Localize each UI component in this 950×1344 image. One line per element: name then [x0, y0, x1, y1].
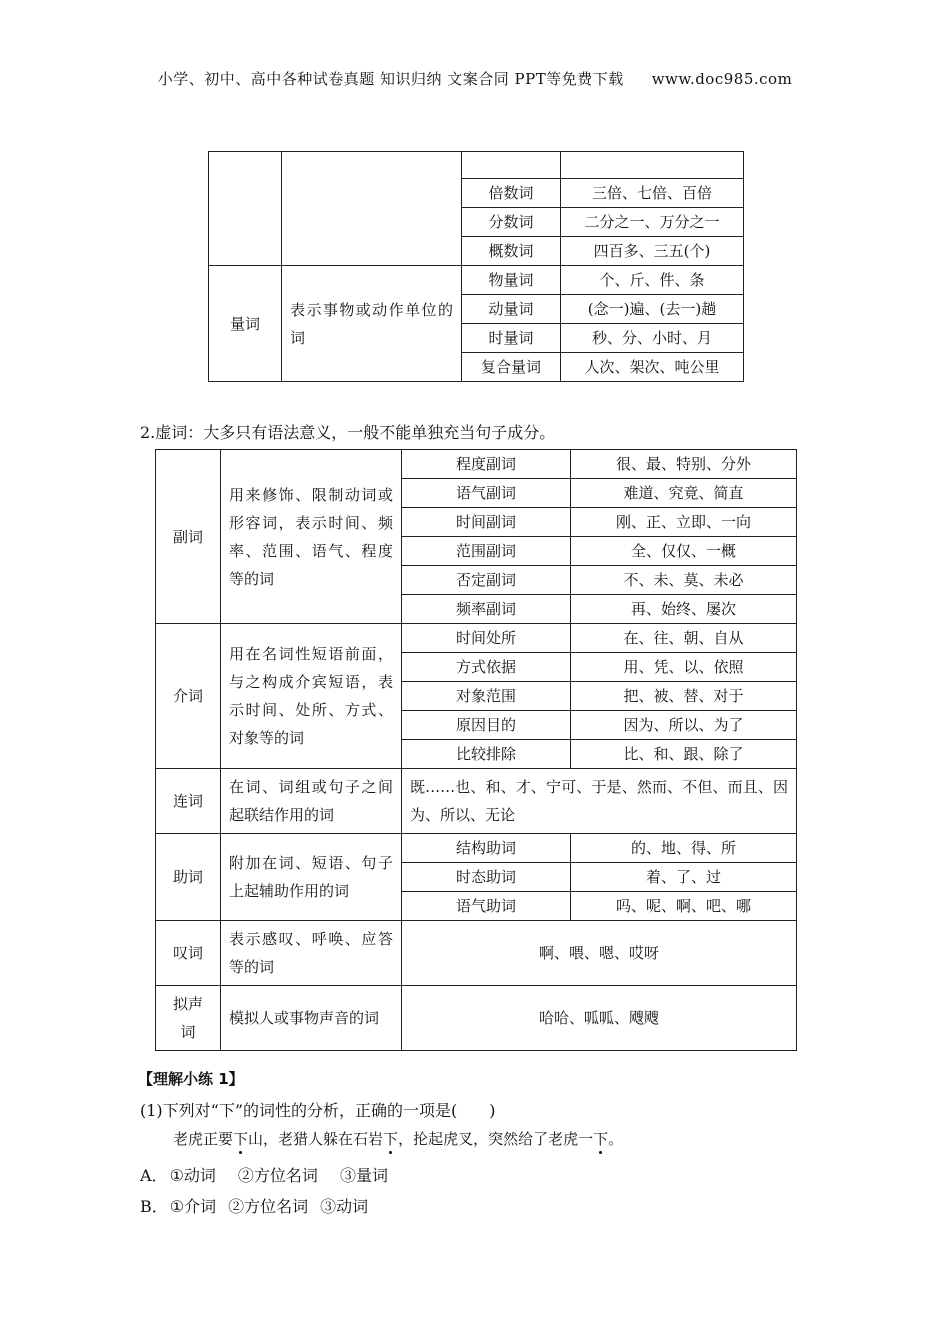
subcategory-cell: 时间处所 — [402, 624, 571, 653]
example-cell: 全、仅仅、一概 — [571, 537, 797, 566]
example-cell: 个、斤、件、条 — [561, 266, 744, 295]
page-header — [0, 68, 950, 89]
example-cell: 人次、架次、吨公里 — [561, 353, 744, 382]
table-row — [156, 769, 797, 834]
subcategory-cell: 频率副词 — [402, 595, 571, 624]
subcategory-cell: 倍数词 — [462, 179, 561, 208]
example-cell: 再、始终、屡次 — [571, 595, 797, 624]
emphasized-char: 下 — [233, 1130, 249, 1148]
subcategory-cell: 概数词 — [462, 237, 561, 266]
subcategory-cell: 范围副词 — [402, 537, 571, 566]
example-cell: 因为、所以、为了 — [571, 711, 797, 740]
header-url: www.doc985.com — [651, 70, 793, 88]
table-row — [209, 152, 744, 179]
subcategory-cell: 否定副词 — [402, 566, 571, 595]
category-cell: 叹词 — [156, 921, 221, 986]
table-row — [156, 921, 797, 986]
example-cell: 难道、究竟、简直 — [571, 479, 797, 508]
subcategory-cell: 时间副词 — [402, 508, 571, 537]
description-cell: 模拟人或事物声音的词 — [221, 986, 402, 1051]
subcategory-cell: 时态助词 — [402, 863, 571, 892]
example-cell: 三倍、七倍、百倍 — [561, 179, 744, 208]
example-cell: 很、最、特别、分外 — [571, 450, 797, 479]
category-cell: 拟声词 — [156, 986, 221, 1051]
description-cell: 表示感叹、呼唤、应答等的词 — [221, 921, 402, 986]
subcategory-cell: 分数词 — [462, 208, 561, 237]
subcategory-cell: 物量词 — [462, 266, 561, 295]
category-cell: 介词 — [156, 624, 221, 769]
notional-words-table — [208, 151, 744, 382]
example-cell: 二分之一、万分之一 — [561, 208, 744, 237]
subcategory-cell: 比较排除 — [402, 740, 571, 769]
example-cell: 在、往、朝、自从 — [571, 624, 797, 653]
example-cell: 比、和、跟、除了 — [571, 740, 797, 769]
example-cell: 把、被、替、对于 — [571, 682, 797, 711]
description-cell: 在词、词组或句子之间起联结作用的词 — [221, 769, 402, 834]
exercise-title: 【理解小练 1】 — [138, 1070, 244, 1088]
table-row — [156, 834, 797, 863]
example-cell: 着、了、过 — [571, 863, 797, 892]
subcategory-cell: 对象范围 — [402, 682, 571, 711]
header-text: 小学、初中、高中各种试卷真题 知识归纳 文案合同 PPT等免费下载 — [157, 70, 624, 88]
example-cell: 既……也、和、才、宁可、于是、然而、不但、而且、因为、所以、无论 — [402, 769, 797, 834]
subcategory-cell: 时量词 — [462, 324, 561, 353]
example-cell: 用、凭、以、依照 — [571, 653, 797, 682]
example-cell: 不、未、莫、未必 — [571, 566, 797, 595]
option-b[interactable]: B． ①介词 ②方位名词 ③动词 — [140, 1197, 369, 1216]
emphasized-char: 下 — [593, 1130, 609, 1148]
exercise-question: (1)下列对“下”的词性的分析，正确的一项是( ) — [140, 1101, 496, 1120]
option-a[interactable]: A． ①动词 ②方位名词 ③量词 — [140, 1166, 388, 1185]
example-cell: 刚、正、立即、一向 — [571, 508, 797, 537]
description-cell: 附加在词、短语、句子上起辅助作用的词 — [221, 834, 402, 921]
example-cell: (念一)遍、(去一)趟 — [561, 295, 744, 324]
subcategory-cell: 动量词 — [462, 295, 561, 324]
description-cell: 用来修饰、限制动词或形容词，表示时间、频率、范围、语气、程度等的词 — [221, 450, 402, 624]
subcategory-cell: 复合量词 — [462, 353, 561, 382]
example-sentence: 老虎正要下山，老猎人躲在石岩下，抡起虎叉，突然给了老虎一下。 — [173, 1130, 624, 1148]
example-cell: 秒、分、小时、月 — [561, 324, 744, 353]
category-cell: 副词 — [156, 450, 221, 624]
example-cell: 哈哈、呱呱、飕飕 — [402, 986, 797, 1051]
category-cell: 连词 — [156, 769, 221, 834]
table-row — [209, 266, 744, 295]
section-heading: 2.虚词：大多只有语法意义，一般不能单独充当句子成分。 — [140, 423, 556, 442]
description-cell: 用在名词性短语前面，与之构成介宾短语，表示时间、处所、方式、对象等的词 — [221, 624, 402, 769]
subcategory-cell: 程度副词 — [402, 450, 571, 479]
emphasized-char: 下 — [383, 1130, 399, 1148]
example-cell: 四百多、三五(个) — [561, 237, 744, 266]
table-row — [156, 624, 797, 653]
subcategory-cell: 原因目的 — [402, 711, 571, 740]
subcategory-cell: 语气助词 — [402, 892, 571, 921]
example-cell: 啊、喂、嗯、哎呀 — [402, 921, 797, 986]
category-cell: 助词 — [156, 834, 221, 921]
example-cell: 吗、呢、啊、吧、哪 — [571, 892, 797, 921]
function-words-table — [155, 449, 797, 1051]
table-row — [156, 986, 797, 1051]
table-row — [156, 450, 797, 479]
subcategory-cell: 语气副词 — [402, 479, 571, 508]
subcategory-cell: 方式依据 — [402, 653, 571, 682]
description-cell: 表示事物或动作单位的词 — [282, 266, 462, 382]
category-cell: 量词 — [209, 266, 282, 382]
subcategory-cell: 结构助词 — [402, 834, 571, 863]
example-cell: 的、地、得、所 — [571, 834, 797, 863]
